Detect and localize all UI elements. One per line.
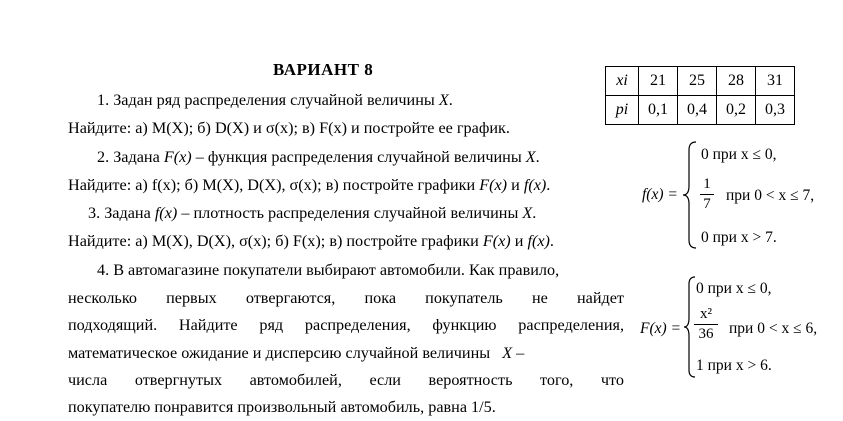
- table-cell: 31: [756, 67, 795, 96]
- formula-density-case-3: 0 при x > 7.: [701, 229, 777, 246]
- distribution-table: [605, 66, 795, 125]
- task-2-text-c: – функция распределения случайной величины: [191, 148, 526, 166]
- formula-density-case-2: при 0 < x ≤ 7,: [726, 187, 815, 204]
- formula-cdf-case-1: 0 при x ≤ 0,: [696, 280, 772, 297]
- task-3-var: X: [522, 204, 533, 222]
- table-header-x: xi: [606, 67, 639, 96]
- task-3-find-b: F(x): [482, 232, 511, 250]
- formula-cdf-fraction: [694, 306, 718, 343]
- table-cell: 28: [717, 67, 756, 96]
- formula-cdf-lhs: F(x) =: [640, 320, 682, 337]
- task-2-find-a: Найдите: а) f(x); б) M(X), D(X), σ(x); в) постройте графики: [68, 176, 480, 194]
- task-1-text: 1. Задан ряд распределения случайной величины: [97, 91, 439, 109]
- table-row-p: [606, 96, 795, 125]
- left-brace-icon: [682, 140, 698, 250]
- task-2-find-b: F(x): [479, 176, 508, 194]
- table-header-p: pi: [606, 96, 639, 125]
- task-3-find-a: Найдите: а) M(X), D(X), σ(x); б) F(x); в) постройте графики: [68, 232, 483, 250]
- task-2-find: [68, 175, 550, 195]
- table-cell: 25: [678, 67, 717, 96]
- table-cell: 0,4: [678, 96, 717, 125]
- formula-density-case-1: 0 при x ≤ 0,: [701, 146, 777, 163]
- task-4-line-6: покупателю понравится произвольный автомобиль, равна 1/5.: [68, 398, 496, 416]
- fraction-bar: [700, 194, 714, 195]
- task-3-text-a: 3. Задана: [88, 204, 155, 222]
- task-2-end: .: [535, 148, 540, 166]
- task-4-line-4-a: математическое ожидание и дисперсию случайной величины: [68, 344, 495, 362]
- formula-cdf-case-2: при 0 < x ≤ 6,: [729, 320, 818, 337]
- page-title: ВАРИАНТ 8: [273, 60, 374, 79]
- task-2-func: F(x): [163, 148, 192, 166]
- task-3-find: [68, 231, 554, 251]
- fraction-bar: [694, 324, 718, 325]
- task-3-text-c: – плотность распределения случайной величины: [177, 204, 523, 222]
- formula-density-lhs: f(x) =: [642, 186, 678, 203]
- table-cell: 0,3: [756, 96, 795, 125]
- task-4-line-1: 4. В автомагазине покупатели выбирают автомобили. Как правило,: [97, 261, 560, 279]
- table-cell: 0,2: [717, 96, 756, 125]
- formula-cdf-case-3: 1 при x > 6.: [696, 357, 772, 374]
- table-cell: 21: [639, 67, 678, 96]
- task-4-line-3: подходящий. Найдите ряд распределения, функцию распределения,: [68, 316, 624, 334]
- task-3-find-e: .: [549, 232, 554, 250]
- task-1-statement: [97, 90, 453, 110]
- table-row-x: [606, 67, 795, 96]
- task-4-line-4-c: –: [512, 344, 525, 362]
- fraction-denominator: 36: [698, 326, 714, 342]
- fraction-numerator: 1: [703, 176, 711, 192]
- fraction-denominator: 7: [703, 196, 711, 212]
- task-1-find: Найдите: а) M(X); б) D(X) и σ(x); в) F(x) и постройте ее график.: [68, 119, 510, 137]
- task-2-statement: [97, 147, 540, 167]
- task-1-var: X: [438, 91, 449, 109]
- task-2-find-c: и: [507, 176, 524, 194]
- task-2-find-d: f(x): [523, 176, 547, 194]
- task-2-text-a: 2. Задана: [97, 148, 164, 166]
- task-1-end: .: [448, 91, 453, 109]
- task-3-find-d: f(x): [527, 232, 550, 250]
- task-4-line-4: [68, 343, 524, 363]
- task-4-line-5: числа отвергнутых автомобилей, если вероятность того, что: [68, 371, 624, 389]
- task-3-end: .: [532, 204, 537, 222]
- task-3-statement: [88, 203, 536, 223]
- task-2-find-e: .: [546, 176, 551, 194]
- task-4-line-2: несколько первых отвергаются, пока покупатель не найдет: [68, 289, 624, 307]
- task-2-var: X: [525, 148, 536, 166]
- formula-density-fraction: [700, 176, 714, 213]
- task-3-find-c: и: [510, 232, 528, 250]
- task-4-var: X: [502, 344, 513, 362]
- fraction-numerator: x²: [700, 306, 712, 322]
- task-3-func: f(x): [154, 204, 178, 222]
- table-cell: 0,1: [639, 96, 678, 125]
